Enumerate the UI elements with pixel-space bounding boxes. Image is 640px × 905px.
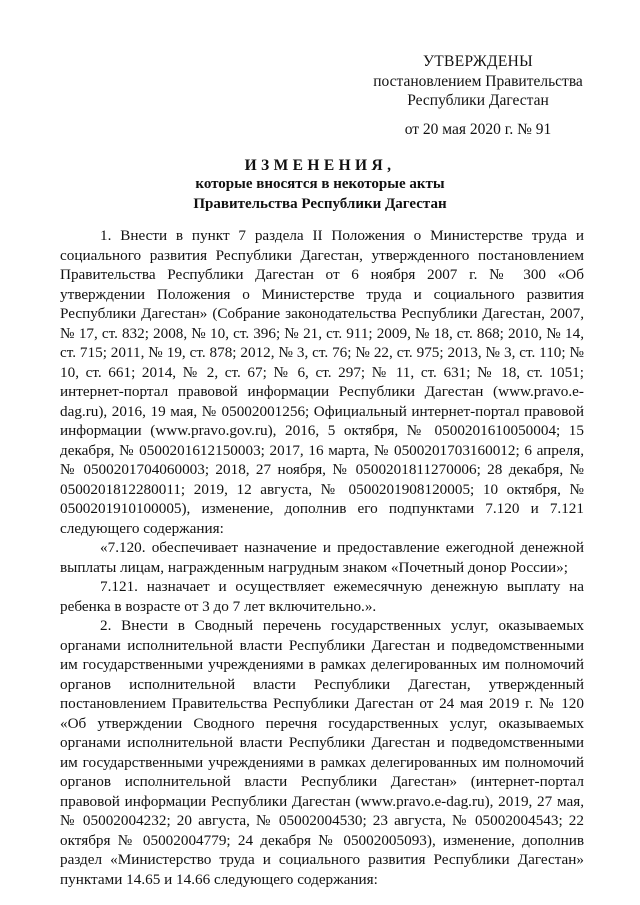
paragraph-7-120: «7.120. обеспечивает назначение и предоставление ежегодной денежной выплаты лицам, награжденным нагрудным знаком «Почетный донор России»; <box>60 539 584 576</box>
approval-line-1: постановлением Правительства <box>373 72 583 90</box>
document-subtitle-2: Правительства Республики Дагестан <box>193 195 447 212</box>
paragraph-1: 1. Внести в пункт 7 раздела II Положения о Министерстве труда и социального развития Республики Дагестан, утвержденного постановлением Правительства Республики Дагестан от 6 ноября 2007 г. № 300 «Об утверждении Положения о Министерстве труда и социального развития Республики Дагестан» (Собрание законодательства Республики Дагестан, 2007, № 17, ст. 832; 2008, № 10, ст. 396; № 21, ст. 911; 2009, № 18, ст. 868; 2010, № 14, ст. 715; 2011, № 19, ст. 878; 2012, № 3, ст. 76; № 22, ст. 975; 2013, № 3, ст. 110; № 10, ст. 661; 2014, № 2, ст. 67; № 6, ст. 297; № 11, ст. 631; № 18, ст. 1051; интернет-портал правовой информации Республики Дагестан (www.pravo.e-dag.ru), 2016, 19 мая, № 05002001256; Официальный интернет-портал правовой информации (www.pravo.gov.ru), 2016, 5 октября, № 0500201610050004; 15 декабря, № 0500201612150003; 2017, 16 марта, № 0500201703160012; 6 апреля, № 0500201704060003; 2018, 27 ноября, № 0500201811270006; 28 декабря, № 0500201812280011; 2019, 12 августа, № 0500201908120005; 10 октября, № 0500201910100005), изменение, дополнив его подпунктами 7.120 и 7.121 следующего содержания: <box>60 227 584 537</box>
document-subtitle-1: которые вносятся в некоторые акты <box>195 176 445 192</box>
paragraph-7-121: 7.121. назначает и осуществляет ежемесячную денежную выплату на ребенка в возрасте от 3 до 7 лет включительно.». <box>60 578 584 615</box>
document-title: ИЗМЕНЕНИЯ, <box>244 157 396 174</box>
approval-title: УТВЕРЖДЕНЫ <box>423 53 533 70</box>
document-body <box>60 226 584 889</box>
document-header <box>60 156 580 214</box>
approval-stamp <box>368 52 588 139</box>
paragraph-2: 2. Внести в Сводный перечень государственных услуг, оказываемых органами исполнительной власти Республики Дагестан и подведомственными им государственными учреждениями в рамках делегированных им полномочий органов исполнительной власти Республики Дагестан, утвержденный постановлением Правительства Республики Дагестан от 24 мая 2019 г. № 120 «Об утверждении Сводного перечня государственных услуг, оказываемых органами исполнительной власти Республики Дагестан и подведомственными им государственными учреждениями в рамках делегированных им полномочий органов исполнительной власти Республики Дагестан» (интернет-портал правовой информации Республики Дагестан (www.pravo.e-dag.ru), 2019, 27 мая, № 05002004232; 20 августа, № 05002004530; 23 августа, № 05002004543; 22 октября № 05002004779; 24 декабря № 05002005093), изменение, дополнив раздел «Министерство труда и социального развития Республики Дагестан» пунктами 14.65 и 14.66 следующего содержания: <box>60 617 584 888</box>
approval-line-2: Республики Дагестан <box>407 92 549 109</box>
approval-date: от 20 мая 2020 г. № 91 <box>404 120 552 138</box>
